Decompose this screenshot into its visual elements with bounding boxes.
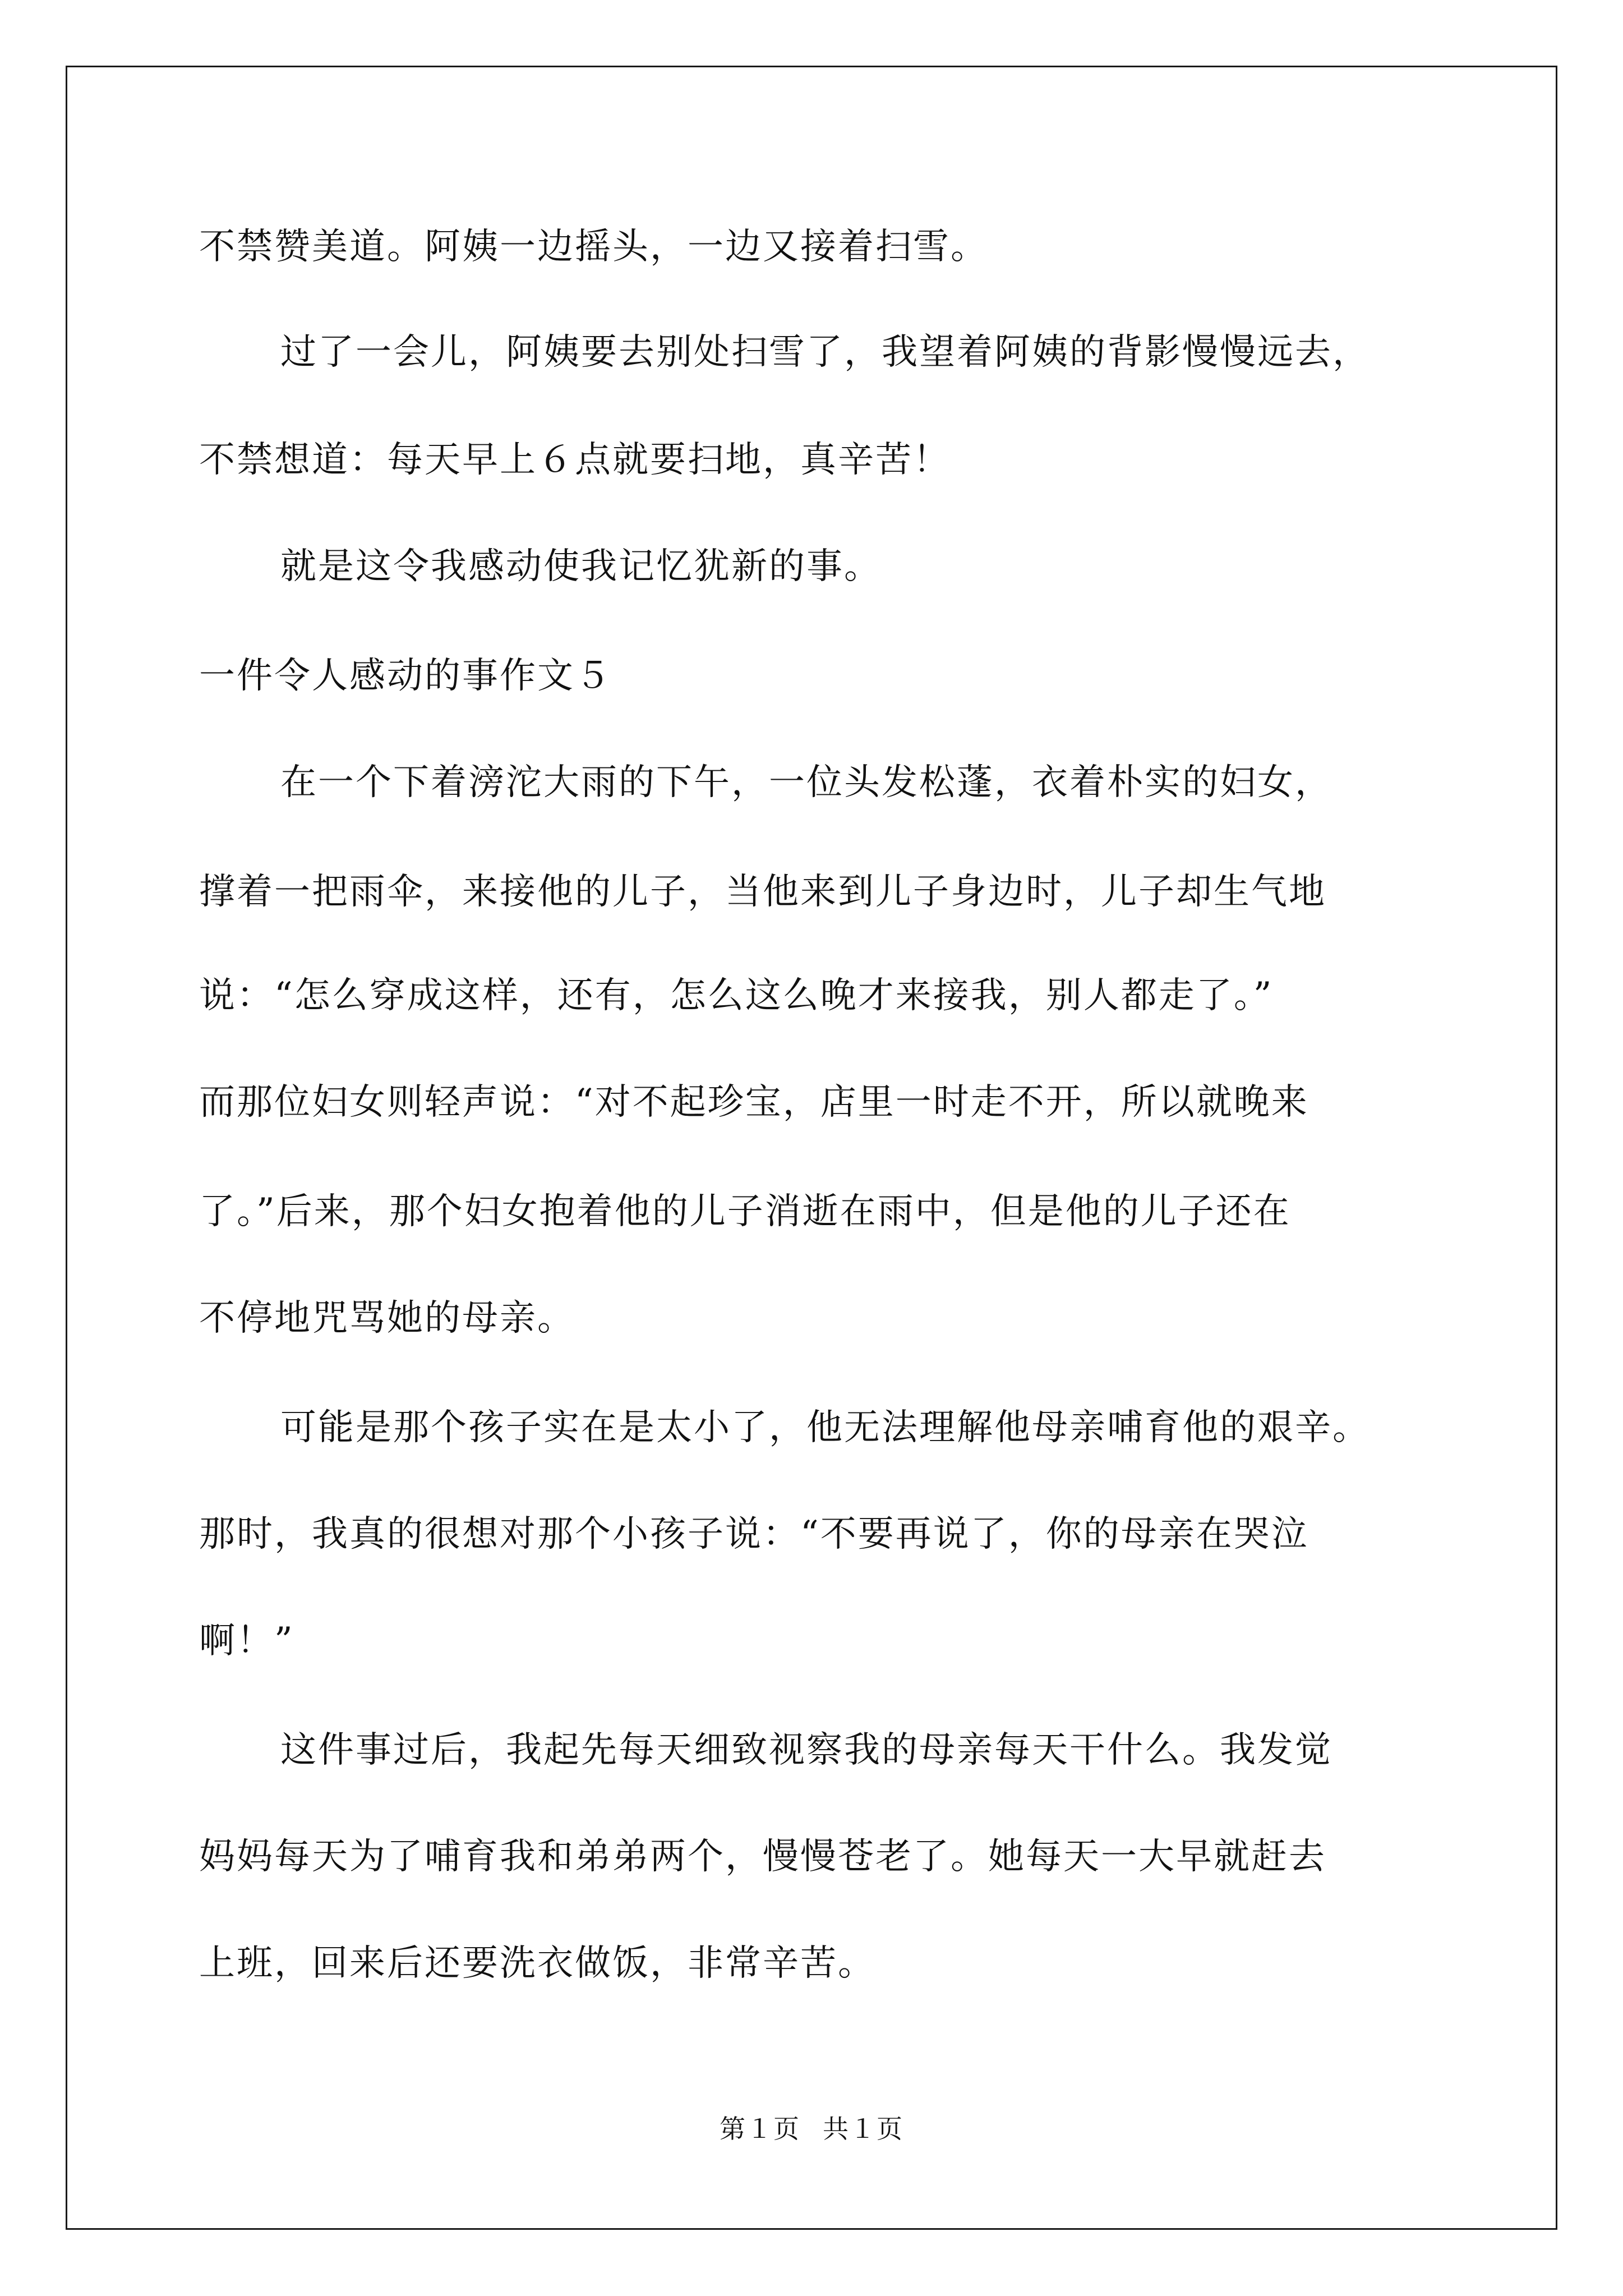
- text-line: 不禁赞美道。阿姨一边摇头，一边又接着扫雪。: [199, 226, 988, 268]
- paragraph-first-line: 这件事过后，我起先每天细致视察我的母亲每天干什么。我发觉: [280, 1729, 1332, 1771]
- text-line: 上班，回来后还要洗衣做饭，非常辛苦。: [199, 1943, 875, 1984]
- text-line: 了。”后来，那个妇女抱着他的儿子消逝在雨中，但是他的儿子还在: [199, 1191, 1291, 1232]
- page-number: 第１页: [720, 2114, 800, 2144]
- text-line: 啊！”: [199, 1620, 294, 1662]
- text-line: 说：“怎么穿成这样，还有，怎么这么晚才来接我，别人都走了。”: [199, 975, 1274, 1016]
- text-line: 撑着一把雨伞，来接他的儿子，当他来到儿子身边时，儿子却生气地: [199, 871, 1326, 913]
- section-heading: 一件令人感动的事作文５: [199, 655, 612, 697]
- page-border: [66, 66, 1557, 2230]
- paragraph-first-line: 可能是那个孩子实在是太小了，他无法理解他母亲哺育他的艰辛。: [280, 1407, 1370, 1448]
- text-line: 不禁想道：每天早上６点就要扫地，真辛苦！: [199, 439, 951, 481]
- paragraph-first-line: 过了一会儿，阿姨要去别处扫雪了，我望着阿姨的背影慢慢远去，: [280, 332, 1370, 373]
- page-total: 共１页: [823, 2114, 903, 2144]
- text-line: 妈妈每天为了哺育我和弟弟两个，慢慢苍老了。她每天一大早就赶去: [199, 1836, 1326, 1878]
- text-line: 不停地咒骂她的母亲。: [199, 1297, 575, 1339]
- paragraph-first-line: 在一个下着滂沱大雨的下午，一位头发松蓬，衣着朴实的妇女，: [280, 762, 1332, 803]
- text-line: 那时，我真的很想对那个小孩子说：“不要再说了，你的母亲在哭泣: [199, 1513, 1309, 1555]
- page-footer: [0, 2112, 1623, 2146]
- text-line: 而那位妇女则轻声说：“对不起珍宝，店里一时走不开，所以就晚来: [199, 1082, 1309, 1123]
- paragraph-first-line: 就是这令我感动使我记忆犹新的事。: [280, 546, 882, 587]
